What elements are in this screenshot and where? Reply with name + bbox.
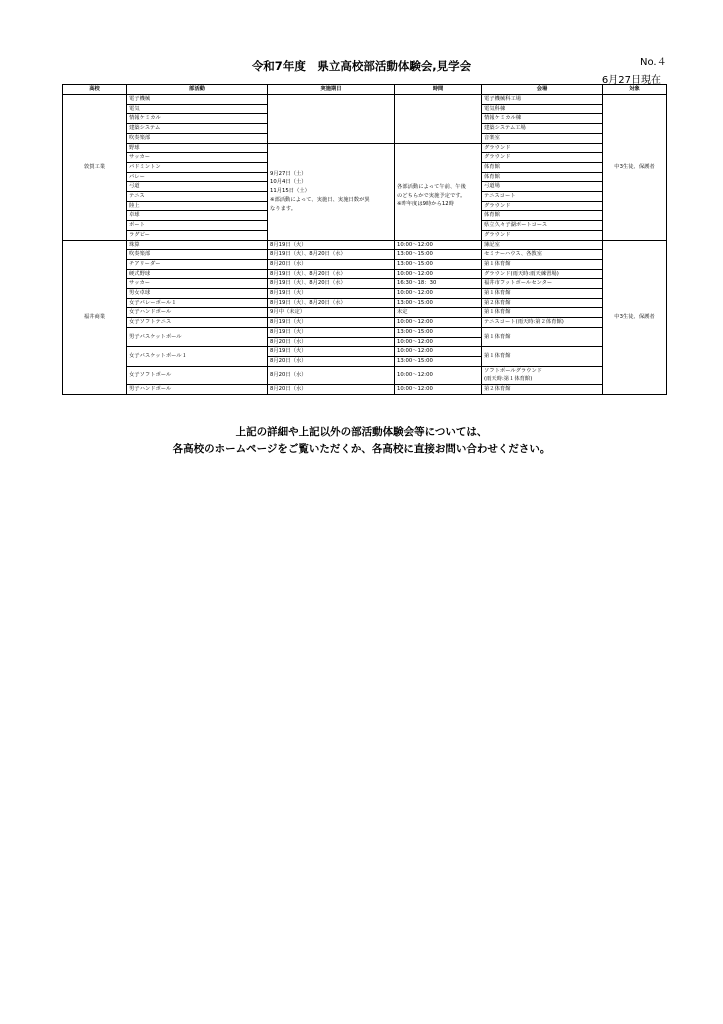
club-name: 吹奏楽部 bbox=[127, 133, 268, 143]
date-cell: 8月20日（水） bbox=[268, 366, 395, 384]
target-audience: 中3生徒、保護者 bbox=[603, 95, 667, 241]
time-line: のどちらかで実施予定です。 bbox=[397, 192, 466, 199]
school-name: 福井商業 bbox=[63, 240, 127, 394]
date-cell: 8月20日（水） bbox=[268, 337, 395, 347]
venue-name: 簿記室 bbox=[482, 240, 603, 250]
club-name: 卓球 bbox=[127, 211, 268, 221]
date-cell: 8月19日（火）、8月20日（水） bbox=[268, 279, 395, 289]
club-name: ラグビー bbox=[127, 230, 268, 240]
date-cell: 8月19日（火） bbox=[268, 289, 395, 299]
club-name: バレー bbox=[127, 172, 268, 182]
date-line: 11月15日（土） bbox=[270, 188, 310, 195]
venue-name: 電子機械科工場 bbox=[482, 95, 603, 105]
time-line: ※昨年度は9時から12時 bbox=[397, 201, 454, 208]
venue-name: 第１体育館 bbox=[482, 259, 603, 269]
venue-name: グラウンド bbox=[482, 201, 603, 211]
club-name: 吹奏楽部 bbox=[127, 250, 268, 260]
venue-name: 第１体育館 bbox=[482, 347, 603, 366]
club-name: 珠算 bbox=[127, 240, 268, 250]
header-venue: 会場 bbox=[482, 85, 603, 95]
page-number: No.４ bbox=[640, 57, 667, 68]
time-cell: 未定 bbox=[395, 308, 482, 318]
club-name: 硬式野球 bbox=[127, 269, 268, 279]
date-cell: 8月19日（火）、8月20日（水） bbox=[268, 250, 395, 260]
date-cell: 8月19日（火）、8月20日（水） bbox=[268, 269, 395, 279]
club-name: 女子ソフトテニス bbox=[127, 318, 268, 328]
club-name: 男子ハンドボール bbox=[127, 385, 268, 395]
time-cell: 13:00～15:00 bbox=[395, 356, 482, 366]
date-line: なります。 bbox=[270, 205, 297, 212]
club-name: 情報ケミカル bbox=[127, 114, 268, 124]
venue-name: 福井市フットボールセンター bbox=[482, 279, 603, 289]
venue-name: テニスコート bbox=[482, 192, 603, 202]
time-cell bbox=[395, 143, 482, 240]
as-of-date: 6月27日現在 bbox=[601, 75, 661, 86]
club-name: 電子機械 bbox=[127, 95, 268, 105]
venue-name: 情報ケミカル棟 bbox=[482, 114, 603, 124]
footer-note-line-2: 各高校のホームページをご覧いただくか、各高校に直接お問い合わせください。 bbox=[172, 443, 551, 455]
venue-name: グラウンド bbox=[482, 153, 603, 163]
table-row bbox=[63, 250, 667, 260]
time-cell bbox=[395, 95, 482, 144]
time-cell: 16:30～18：30 bbox=[395, 279, 482, 289]
table-row bbox=[63, 279, 667, 289]
time-cell: 10:00～12:00 bbox=[395, 347, 482, 357]
venue-name: 第１体育館 bbox=[482, 327, 603, 346]
club-name: 男女卓球 bbox=[127, 289, 268, 299]
venue-name: 第２体育館 bbox=[482, 298, 603, 308]
date-cell: 8月20日（水） bbox=[268, 385, 395, 395]
venue-name: セミナーハウス、各教室 bbox=[482, 250, 603, 260]
time-spacer bbox=[397, 174, 479, 183]
date-cell: 8月20日（水） bbox=[268, 259, 395, 269]
footer-note-line-1: 上記の詳細や上記以外の部活動体験会等については、 bbox=[235, 426, 488, 438]
club-name: 建築システム bbox=[127, 124, 268, 134]
date-line: 9月27日（土） bbox=[270, 170, 307, 177]
club-name: チアリーダー bbox=[127, 259, 268, 269]
venue-name: 第２体育館 bbox=[482, 385, 603, 395]
club-name: テニス bbox=[127, 192, 268, 202]
club-name: 女子ハンドボール bbox=[127, 308, 268, 318]
venue-name: 建築システム工場 bbox=[482, 124, 603, 134]
venue-name: 体育館 bbox=[482, 211, 603, 221]
club-name: 陸上 bbox=[127, 201, 268, 211]
target-audience: 中3生徒、保護者 bbox=[603, 240, 667, 394]
club-name: 女子バスケットボール１ bbox=[127, 347, 268, 366]
time-cell: 10:00～12:00 bbox=[395, 385, 482, 395]
time-cell: 10:00～12:00 bbox=[395, 289, 482, 299]
venue-name: グラウンド bbox=[482, 230, 603, 240]
table-row bbox=[63, 95, 667, 105]
date-cell: 8月19日（火） bbox=[268, 327, 395, 337]
venue-name: 弓道場 bbox=[482, 182, 603, 192]
table-row bbox=[63, 298, 667, 308]
table-row bbox=[63, 385, 667, 395]
club-name: 弓道 bbox=[127, 182, 268, 192]
club-name: 男子バスケットボール bbox=[127, 327, 268, 346]
club-name: 女子ソフトボール bbox=[127, 366, 268, 384]
table-row bbox=[63, 318, 667, 328]
time-cell: 13:00～15:00 bbox=[395, 327, 482, 337]
date-line: 10月4日（土） bbox=[270, 179, 307, 186]
date-line: ※部活動によって、実施日、実施日数が異 bbox=[270, 196, 370, 203]
venue-name: 音楽室 bbox=[482, 133, 603, 143]
time-cell: 10:00～12:00 bbox=[395, 337, 482, 347]
date-cell bbox=[268, 143, 395, 240]
header-row bbox=[63, 85, 667, 95]
club-name: 野球 bbox=[127, 143, 268, 153]
header-target: 対象 bbox=[603, 85, 667, 95]
header-time: 時間 bbox=[395, 85, 482, 95]
table-row bbox=[63, 327, 667, 337]
venue-name: 電気科棟 bbox=[482, 104, 603, 114]
date-cell: 9月中（未定） bbox=[268, 308, 395, 318]
date-cell: 8月19日（火） bbox=[268, 318, 395, 328]
table-row bbox=[63, 366, 667, 375]
kogyo-section bbox=[63, 95, 667, 241]
club-name: バドミントン bbox=[127, 162, 268, 172]
header-date: 実施期日 bbox=[268, 85, 395, 95]
time-cell: 10:00～12:00 bbox=[395, 318, 482, 328]
time-cell: 13:00～15:00 bbox=[395, 259, 482, 269]
date-cell: 8月19日（火） bbox=[268, 240, 395, 250]
venue-name: 体育館 bbox=[482, 162, 603, 172]
page-title: 令和7年度 県立高校部活動体験会,見学会 bbox=[251, 59, 472, 73]
club-name: 電気 bbox=[127, 104, 268, 114]
venue-name: 第１体育館 bbox=[482, 289, 603, 299]
schedule-table bbox=[62, 84, 667, 395]
club-name: サッカー bbox=[127, 153, 268, 163]
shogyo-section bbox=[63, 240, 667, 394]
venue-name: テニスコート(雨天時:第２体育館) bbox=[482, 318, 603, 328]
table-row bbox=[63, 143, 667, 153]
table-row bbox=[63, 308, 667, 318]
venue-name: (雨天時:第１体育館) bbox=[482, 375, 603, 384]
time-cell: 10:00～12:00 bbox=[395, 240, 482, 250]
header-club: 部活動 bbox=[127, 85, 268, 95]
time-cell: 13:00～15:00 bbox=[395, 250, 482, 260]
club-name: サッカー bbox=[127, 279, 268, 289]
time-cell: 10:00～12:00 bbox=[395, 269, 482, 279]
venue-name: グラウンド(雨天時:雨天練習場) bbox=[482, 269, 603, 279]
time-cell: 10:00～12:00 bbox=[395, 366, 482, 384]
header-school: 高校 bbox=[63, 85, 127, 95]
date-cell: 8月19日（火） bbox=[268, 347, 395, 357]
date-cell bbox=[268, 95, 395, 144]
table-row bbox=[63, 240, 667, 250]
time-line: 各部活動によって午前、午後 bbox=[397, 183, 466, 190]
date-cell: 8月19日（火）、8月20日（水） bbox=[268, 298, 395, 308]
time-cell: 13:00～15:00 bbox=[395, 298, 482, 308]
venue-name: 県立久々子湖ボートコース bbox=[482, 221, 603, 231]
venue-name: 第１体育館 bbox=[482, 308, 603, 318]
date-cell: 8月20日（水） bbox=[268, 356, 395, 366]
table-row bbox=[63, 269, 667, 279]
club-name: 女子バレーボール１ bbox=[127, 298, 268, 308]
table-row bbox=[63, 289, 667, 299]
table-row bbox=[63, 347, 667, 357]
venue-name: 体育館 bbox=[482, 172, 603, 182]
table-row bbox=[63, 259, 667, 269]
venue-name: グラウンド bbox=[482, 143, 603, 153]
school-name: 敦賀工業 bbox=[63, 95, 127, 241]
venue-name: ソフトボールグラウンド bbox=[482, 366, 603, 375]
club-name: ボート bbox=[127, 221, 268, 231]
